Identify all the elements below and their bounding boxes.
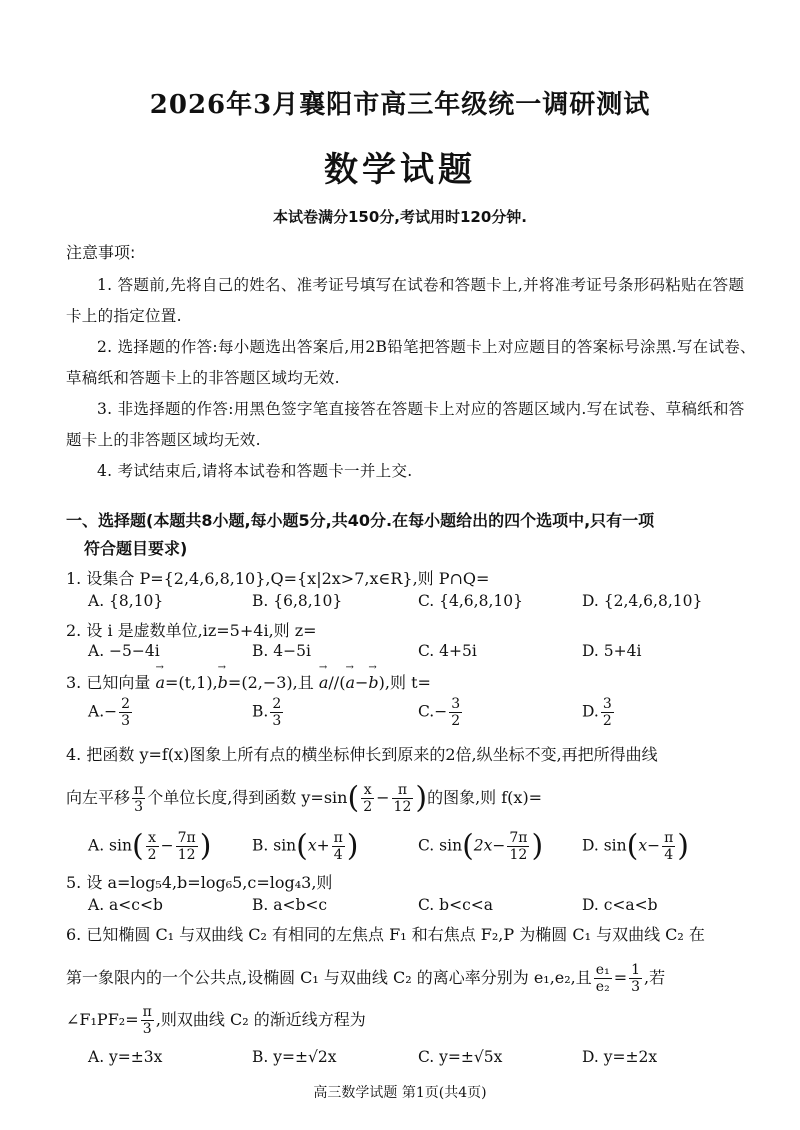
q4-c-label: C. sin [418, 836, 463, 855]
q2-option-c: C. 4+5i [418, 642, 477, 660]
section-heading [66, 507, 766, 563]
section-heading-line1: 一、选择题(本题共8小题,每小题5分,共40分.在每小题给出的四个选项中,只有一项 [66, 511, 655, 530]
q4-x: x [361, 782, 374, 799]
q4-c-frac [507, 830, 529, 863]
q6-e2: e₂ [595, 979, 610, 995]
q3-d-num: 3 [602, 696, 612, 712]
q4-a-label: A. sin [88, 836, 132, 855]
q4-a-rparen: ) [199, 828, 212, 864]
q4-a-two: 2 [147, 847, 157, 863]
q6-line2-post: ,若 [644, 968, 666, 987]
q4-a-twelve: 12 [177, 847, 196, 863]
q4-a-lparen: ( [131, 828, 144, 864]
question-4-line2: 向左平移 $\frac{\pi}{3}$ 个单位长度,得到函数 y=sin( $\frac{x}{2}$ − $\frac{\pi}{12}$ )的图象,则 f(x)= [66, 780, 543, 816]
q6-angle-fraction [141, 1004, 154, 1037]
parallel-sign: //( [328, 673, 346, 692]
q4-c-lparen: ( [462, 828, 474, 864]
q6-three: 3 [631, 979, 641, 995]
vector-a-2: → a [319, 673, 329, 692]
q3-a-label: A. [88, 702, 105, 721]
q4-line2-pre: 向左平移 [66, 788, 131, 807]
q4-c-7pi: 7π [509, 830, 528, 846]
q3-stem-mid2: =(2,−3),且 [227, 673, 314, 692]
q4-a-frac2 [176, 830, 198, 863]
q4-d-pi: π [664, 830, 674, 846]
q4-c-2xminus: 2x− [473, 836, 506, 855]
q4-pi-2: π [392, 782, 414, 799]
q4-rparen: ) [415, 780, 428, 816]
q6-option-b: B. y=±√2x [252, 1048, 337, 1066]
q4-option-a: A. sin( $\frac{x}{2}$ − $\frac{7\pi}{12}$ ) [88, 828, 212, 864]
q3-a-fraction [119, 696, 132, 729]
vector-a: → a [155, 673, 165, 692]
q1-option-d: D. {2,4,6,8,10} [582, 592, 703, 610]
q4-pi: π [134, 782, 144, 798]
q4-d-label: D. sin [582, 836, 627, 855]
q6-option-d: D. y=±2x [582, 1048, 658, 1066]
q4-d-xminus: x− [638, 836, 661, 855]
q6-option-a: A. y=±3x [88, 1048, 163, 1066]
exam-info: 本试卷满分150分,考试用时120分钟. [272, 208, 528, 226]
q3-option-b [252, 696, 285, 729]
q4-pi12-fraction [392, 782, 414, 815]
q4-c-rparen: ) [531, 828, 544, 864]
q3-d-den: 2 [602, 713, 612, 729]
q4-option-d [582, 830, 689, 863]
q4-d-lparen: ( [626, 828, 639, 864]
q4-d-frac [662, 830, 675, 863]
q3-c-num: 3 [451, 696, 461, 712]
q3-stem-post: ,则 t= [384, 673, 431, 692]
q2-option-d: D. 5+4i [582, 642, 642, 660]
question-5-stem: 5. 设 a=log₅4,b=log₆5,c=log₄3,则 [66, 873, 333, 892]
question-4-line1: 4. 把函数 y=f(x)图象上所有点的横坐标伸长到原来的2倍,纵坐标不变,再把所得曲线 [66, 745, 658, 764]
q4-lparen: ( [347, 780, 360, 816]
q1-option-a: A. {8,10} [88, 592, 164, 610]
q4-a-x: x [146, 830, 159, 847]
q3-b-den: 3 [272, 713, 282, 729]
q3-option-a [88, 696, 134, 729]
q4-b-pi: π [333, 830, 343, 846]
q4-x-fraction [361, 782, 374, 815]
section-heading-line2: 符合题目要求) [84, 539, 188, 558]
q1-option-c: C. {4,6,8,10} [418, 592, 523, 610]
close-paren: ) [378, 673, 385, 692]
q3-c-label: C. [418, 702, 435, 721]
q4-b-rparen: ) [346, 828, 359, 864]
q6-e1: e₁ [595, 962, 610, 978]
q5-option-a: A. a<c<b [88, 896, 163, 914]
notice-item-4: 4. 考试结束后,请将本试卷和答题卡一并上交. [97, 462, 413, 480]
q6-option-c: C. y=±√5x [418, 1048, 503, 1066]
q4-line2-post: 的图象,则 f(x)= [427, 788, 543, 807]
q3-option-d [582, 696, 616, 729]
vector-b: → b [218, 673, 228, 692]
question-1-stem: 1. 设集合 P={2,4,6,8,10},Q={x|2x>7,x∈R},则 P∩Q= [66, 569, 490, 588]
question-2-stem: 2. 设 i 是虚数单位,iz=5+4i,则 z= [66, 621, 317, 640]
notice-item-3: 3. 非选择题的作答:用黑色签字笔直接答在答题卡上对应的答题区域内.写在试卷、草稿纸和答题卡上的非答题区域均无效. [66, 400, 745, 449]
q1-option-b: B. {6,8,10} [252, 592, 343, 610]
exam-title: 2026年3月襄阳市高三年级统一调研测试 [149, 90, 651, 120]
q6-one-third [629, 962, 642, 995]
page-footer: 高三数学试题 第1页(共4页) [313, 1085, 487, 1101]
q4-b-frac [332, 830, 345, 863]
q6-eq: = [613, 968, 628, 987]
q5-option-c: C. b<c<a [418, 896, 493, 914]
q4-d-rparen: ) [677, 828, 689, 864]
notice-heading: 注意事项: [66, 243, 136, 262]
question-6-line1: 6. 已知椭圆 C₁ 与双曲线 C₂ 有相同的左焦点 F₁ 和右焦点 F₂,P 为椭圆 C₁ 与双曲线 C₂ 在 [66, 925, 705, 944]
q4-b-lparen: ( [296, 828, 308, 864]
q3-c-sign: − [434, 702, 448, 721]
minus-sign: − [354, 673, 369, 692]
q4-two: 2 [363, 799, 373, 815]
q6-line2-pre: 第一象限内的一个公共点,设椭圆 C₁ 与双曲线 C₂ 的离心率分别为 e₁,e₂,且 [66, 968, 592, 987]
q3-c-den: 2 [451, 713, 461, 729]
q4-a-7pi: 7π [177, 830, 196, 846]
q2-option-a: A. −5−4i [88, 642, 160, 660]
q4-b-four: 4 [333, 847, 343, 863]
q3-stem-mid: =(t,1), [165, 673, 218, 692]
q4-three: 3 [134, 799, 144, 815]
notice-item-1: 1. 答题前,先将自己的姓名、准考证号填写在试卷和答题卡上,并将准考证号条形码粘贴在答题卡上的指定位置. [66, 276, 745, 325]
q4-a-frac1 [146, 830, 159, 863]
q4-c-twelve: 12 [509, 847, 528, 863]
q3-a-den: 3 [121, 713, 131, 729]
q3-b-num: 2 [272, 696, 282, 712]
vector-a-3: → a [345, 673, 355, 692]
q3-a-num: 2 [121, 696, 131, 712]
q5-option-d: D. c<a<b [582, 896, 658, 914]
q4-option-b [252, 830, 359, 863]
subject-title: 数学试题 [324, 150, 476, 190]
q3-b-label: B. [252, 702, 269, 721]
q3-b-fraction [270, 696, 283, 729]
question-6-line3 [66, 1004, 366, 1037]
q5-option-b: B. a<b<c [252, 896, 328, 914]
q6-three-2: 3 [142, 1021, 152, 1037]
q3-option-c [418, 696, 464, 729]
question-3-stem [66, 670, 431, 693]
q6-line3-post: ,则双曲线 C₂ 的渐近线方程为 [155, 1010, 366, 1029]
q4-option-c [418, 830, 543, 863]
q2-option-b: B. 4−5i [252, 642, 311, 660]
q4-d-four: 4 [664, 847, 674, 863]
q4-shift-fraction [132, 782, 145, 815]
question-6-line2 [66, 962, 665, 995]
q4-line2-mid: 个单位长度,得到函数 y=sin [147, 788, 348, 807]
q3-stem-pre: 3. 已知向量 [66, 673, 151, 692]
q3-c-fraction [449, 696, 462, 729]
q6-pi: π [142, 1004, 152, 1020]
notice-item-2: 2. 选择题的作答:每小题选出答案后,用2B铅笔把答题卡上对应题目的答案标号涂黑.写在试卷、草稿纸和答题卡上的非答题区域均无效. [66, 338, 756, 387]
q4-b-label: B. sin [252, 836, 297, 855]
q3-a-sign: − [104, 702, 118, 721]
q6-one: 1 [631, 962, 641, 978]
q3-d-label: D. [582, 702, 599, 721]
q6-line3-pre: ∠F₁PF₂= [66, 1010, 139, 1029]
q6-e-ratio [594, 962, 612, 995]
q4-twelve: 12 [393, 799, 412, 815]
vector-b-2: → b [368, 673, 378, 692]
q3-d-fraction [601, 696, 614, 729]
q4-b-xplus: x+ [307, 836, 330, 855]
